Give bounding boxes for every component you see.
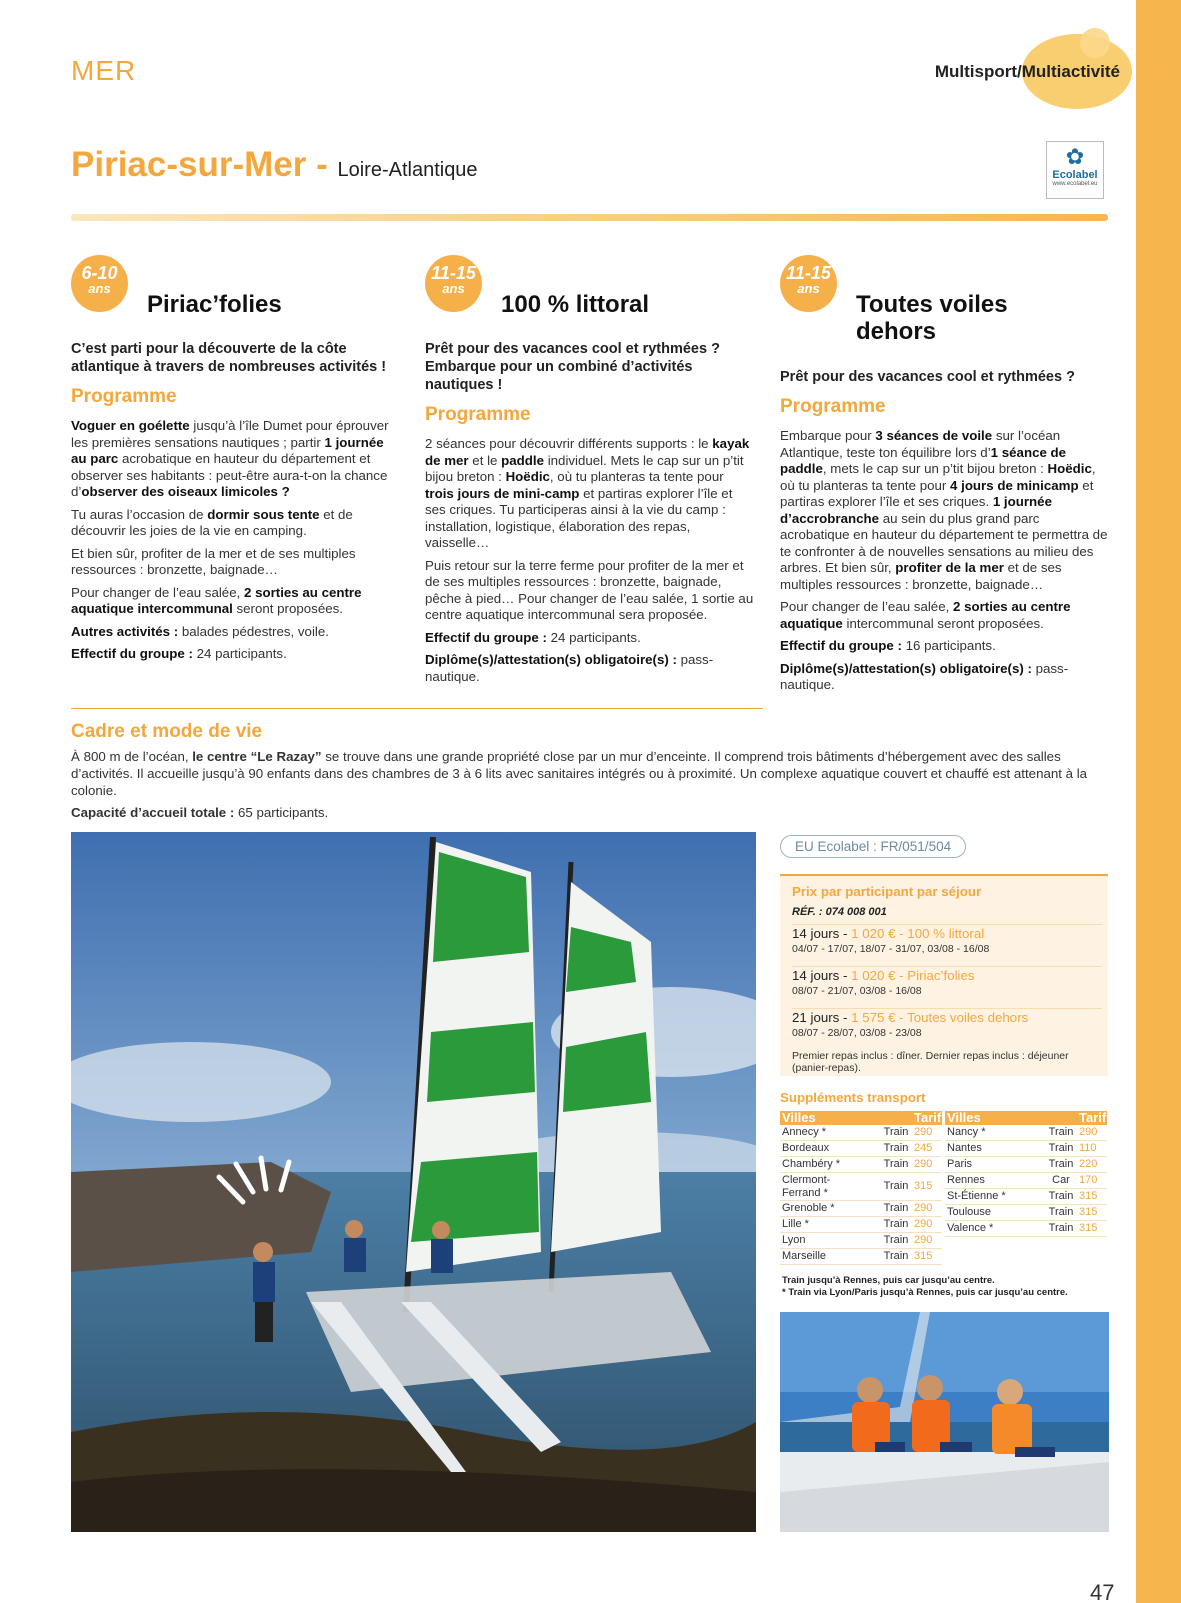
capacity-line: Capacité d’accueil totale : 65 participants. (71, 805, 329, 820)
page-title (71, 145, 478, 185)
table-row: Grenoble * Train 290 (780, 1201, 942, 1217)
table-row: Clermont-Ferrand * Train 315 (780, 1173, 942, 1201)
table-row: Lille * Train 290 (780, 1217, 942, 1233)
ecolabel-logo-url: www.ecolabel.eu (1052, 181, 1098, 187)
cadre-text: À 800 m de l’océan, le centre “Le Razay” se trouve dans une grande propriété close par un mur d’enceinte. Il comprend trois bâtiments d’hébergement avec des salles d’activités. Il accueille jusqu’à 90 enfants dans des chambres de 3 à 6 lits avec sanitaires intégrés ou à proximité. Un complexe aquatique couvert et chauffé est attenant à la colonie. (71, 749, 1088, 798)
stay-title: Piriac’folies (147, 291, 282, 318)
table-row: Nancy * Train 290 (945, 1125, 1107, 1141)
meal-note: Premier repas inclus : dîner. Dernier repas inclus : déjeuner (panier-repas). (792, 1050, 1069, 1074)
stay-title: 100 % littoral (501, 291, 650, 318)
page-edge-band (1136, 0, 1181, 1603)
stay-column-voiles (780, 255, 1110, 705)
table-row: Lyon Train 290 (780, 1233, 942, 1249)
ecolabel-tag: EU Ecolabel : FR/051/504 (780, 835, 966, 858)
decorative-circle-small (1080, 28, 1110, 58)
stay-intro: Prêt pour des vacances cool et rythmées ? (780, 369, 1075, 385)
ecolabel-logo (1046, 141, 1104, 199)
age-badge: 11-15 ans (425, 255, 482, 312)
price-row: 14 jours - 1 020 € - 100 % littoral 04/07 - 17/07, 18/07 - 31/07, 03/08 - 16/08 (792, 924, 1102, 956)
transport-heading: Suppléments transport (780, 1090, 926, 1105)
price-box (780, 874, 1108, 1076)
reference-number: RÉF. : 074 008 001 (792, 906, 887, 918)
stay-intro: Prêt pour des vacances cool et rythmées ? Embarque pour un combiné d’activités nautiques ! (425, 341, 720, 393)
table-row: Bordeaux Train 245 (780, 1141, 942, 1157)
flower-icon: ✿ (1065, 144, 1085, 169)
age-badge: 11-15 ans (780, 255, 837, 312)
table-row: Marseille Train 315 (780, 1249, 942, 1265)
programme-heading: Programme (780, 396, 886, 417)
transport-table-left: Villes Tarif Annecy * Train 290 Bordeaux Train 245 Chambéry * Train 290 Clermont-Ferrand * Train 315 Grenoble * Train 290 Lille * Train 290 Lyon Train 290 Marseille Train 315 (780, 1111, 942, 1265)
table-row: Paris Train 220 (945, 1157, 1107, 1173)
stay-column-piriacfolies (71, 255, 401, 675)
programme-text: 2 séances pour découvrir différents supports : le kayak de mer et le paddle individuel. Mets le cap sur un p’tit bijou breton : Hoëdic, où tu planteras ta tente pour trois jours de mini-camp et partiras explorer l’île et ses criques. Tu participeras ainsi à la vie du camp : installation, logistique, élaboration des repas, vaisselle… Puis retour sur la terre ferme pour profiter de la mer et de ses multiples ressources : bronzette, baignade, pêche à pied… Pour changer de l’eau salée, 1 sortie au centre aquatique intercommunal sera proposée. Effectif du groupe : 24 participants. Diplôme(s)/attestation(s) obligatoire(s) : pass-nautique. (425, 436, 754, 684)
region-name: Loire-Atlantique (337, 159, 478, 181)
table-row: St-Étienne * Train 315 (945, 1189, 1107, 1205)
transport-table-right: Villes Tarif Nancy * Train 290 Nantes Train 110 Paris Train 220 Rennes Car 170 St-Étienne * Train 315 Toulouse Train 315 Valence * Train 315 (945, 1111, 1107, 1237)
transport-footnote: Train jusqu’à Rennes, puis car jusqu’au centre. * Train via Lyon/Paris jusqu’à Rennes, puis car jusqu’au centre. (782, 1275, 1068, 1298)
kids-boat-photo (780, 1312, 1109, 1532)
category-label: Multisport/Multiactivité (934, 62, 1120, 81)
table-row: Nantes Train 110 (945, 1141, 1107, 1157)
ecolabel-logo-text: Ecolabel (1052, 169, 1098, 181)
table-row: Annecy * Train 290 (780, 1125, 942, 1141)
programme-text: Embarque pour 3 séances de voile sur l’océan Atlantique, teste ton équilibre lors d’1 séance de paddle, mets le cap sur un p’tit bijou breton : Hoëdic, où tu planteras ta tente pour 4 jours de minicamp et partiras explorer l’île et ses criques. 1 journée d’accrobranche au sein du plus grand parc acrobatique en hauteur du département te permettra de te confronter à de nouvelles sensations au milieu des arbres. Et bien sûr, profiter de la mer et de ses multiples ressources : bronzette, baignade… Pour changer de l’eau salée, 2 sorties au centre aquatique intercommunal seront proposées. Effectif du groupe : 16 participants. Diplôme(s)/attestation(s) obligatoire(s) : pass-nautique. (780, 428, 1108, 692)
table-row: Valence * Train 315 (945, 1221, 1107, 1237)
cadre-heading: Cadre et mode de vie (71, 721, 263, 742)
stay-title: Toutes voiles dehors (856, 291, 1008, 345)
catamaran-photo (71, 832, 756, 1532)
table-row: Rennes Car 170 (945, 1173, 1107, 1189)
stay-column-littoral (425, 255, 755, 695)
price-row: 14 jours - 1 020 € - Piriac’folies 08/07 - 21/07, 03/08 - 16/08 (792, 966, 1102, 998)
page-number: 47 (1090, 1580, 1115, 1603)
programme-heading: Programme (425, 404, 531, 425)
price-header: Prix par participant par séjour (792, 884, 982, 899)
table-row: Toulouse Train 315 (945, 1205, 1107, 1221)
divider (71, 708, 763, 709)
table-row: Chambéry * Train 290 (780, 1157, 942, 1173)
title-underline-band (71, 214, 1108, 221)
price-row: 21 jours - 1 575 € - Toutes voiles dehors 08/07 - 28/07, 03/08 - 23/08 (792, 1008, 1102, 1040)
section-label: MER (71, 55, 137, 86)
age-badge: 6-10 ans (71, 255, 128, 312)
programme-text: Voguer en goélette jusqu’à l’île Dumet pour éprouver les premières sensations nautiques ; partir 1 journée au parc acrobatique en hauteur du département et observer ses habitants : peut-être aura-t-on la chance d’observer des oiseaux limicoles ? Tu auras l’occasion de dormir sous tente et de découvrir les joies de la vie en camping. Et bien sûr, profiter de la mer et de ses multiples ressources : bronzette, baignade… Pour changer de l’eau salée, 2 sorties au centre aquatique intercommunal seront proposées. Autres activités : balades pédestres, voile. Effectif du groupe : 24 participants. (71, 418, 389, 661)
place-name: Piriac-sur-Mer - (71, 145, 338, 184)
stay-intro: C’est parti pour la découverte de la côte atlantique à travers de nombreuses activités ! (71, 341, 387, 375)
programme-heading: Programme (71, 386, 177, 407)
